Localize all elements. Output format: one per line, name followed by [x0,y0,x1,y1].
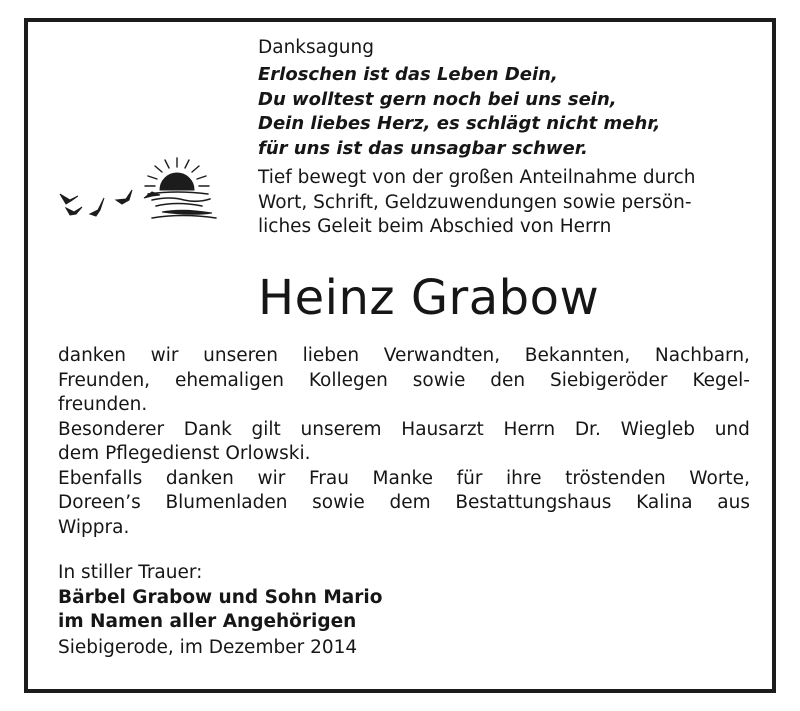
body-word: Manke [372,467,433,489]
body-word: wir [257,467,286,489]
body-word: Kalina [636,492,693,513]
body-word: tröstenden [565,467,666,489]
body-word: und [714,418,750,440]
body-word: Dank [183,418,232,440]
body-word: für [456,467,483,489]
body-word: Nachbarn, [654,345,750,366]
intro-text [258,166,695,240]
body-line [58,467,750,492]
poem [258,63,660,161]
body-word: gilt [251,418,281,440]
body-word: Herrn [503,418,556,440]
poem-line: für uns ist das unsagbar schwer. [258,137,588,159]
birds-and-sunset-icon [52,150,232,230]
place-date: Siebigerode, im Dezember 2014 [58,636,358,658]
body-word: Siebigeröder [550,369,668,391]
body-word: Verwandten, [383,345,501,366]
body-word: Pflegedienst [105,443,220,464]
signer-line: Bärbel Grabow und Sohn Mario [58,586,383,608]
body-line [58,393,750,418]
body-line [58,369,750,394]
mourning-line: In stiller Trauer: [58,562,203,583]
body-word: Blumenladen [165,492,288,513]
body-word: lieben [302,345,360,366]
body-word: ehemaligen [174,369,284,391]
body-word: dem [389,492,431,513]
thanks-body [58,344,750,540]
body-word: sowie [312,492,365,513]
closing-block [58,561,382,660]
body-word: Frau [308,467,349,489]
intro-line: Tief bewegt von der großen Anteilnahme durch [258,167,696,188]
body-word: Orlowski. [225,443,311,464]
body-word: aus [717,492,750,513]
body-word: Kegel- [692,369,750,391]
poem-line: Erloschen ist das Leben Dein, [258,64,558,85]
body-word: sowie [412,369,466,391]
poem-line: Du wolltest gern noch bei uns sein, [258,88,617,110]
intro-line: Wort, Schrift, Geldzuwendungen sowie persön- [258,191,692,213]
body-word: Wippra. [58,516,130,538]
body-word: Doreen’s [58,492,141,513]
body-word: danken [58,345,126,366]
body-word: Freunden, [58,369,151,391]
body-word: Ebenfalls [58,467,143,489]
body-word: freunden. [58,394,148,415]
body-word: dem [58,443,100,464]
body-word: Bekannten, [524,345,631,366]
deceased-name: Heinz Grabow [258,270,600,326]
notice-heading: Danksagung [258,37,374,58]
body-word: Dr. [574,418,601,440]
obituary-notice [24,18,776,693]
body-word: Worte, [689,467,750,489]
body-word: den [490,369,526,391]
body-word: danken [165,467,234,489]
poem-line: Dein liebes Herz, es schlägt nicht mehr, [258,113,661,134]
body-word: unseren [203,345,278,366]
body-line [58,418,750,443]
body-word: Kollegen [308,369,388,391]
body-word: unserem [300,418,382,440]
body-line [58,344,750,369]
body-word: Hausarzt [401,418,484,440]
body-word: Besonderer [58,418,165,440]
body-word: Bestattungshaus [455,492,612,513]
body-word: ihre [506,467,542,489]
body-word: wir [150,345,179,366]
body-word: Wiegleb [620,418,695,440]
body-line [58,442,750,467]
body-line [58,516,750,541]
intro-line: liches Geleit beim Abschied von Herrn [258,216,612,237]
signer-line: im Namen aller Angehörigen [58,611,357,632]
body-line [58,491,750,516]
